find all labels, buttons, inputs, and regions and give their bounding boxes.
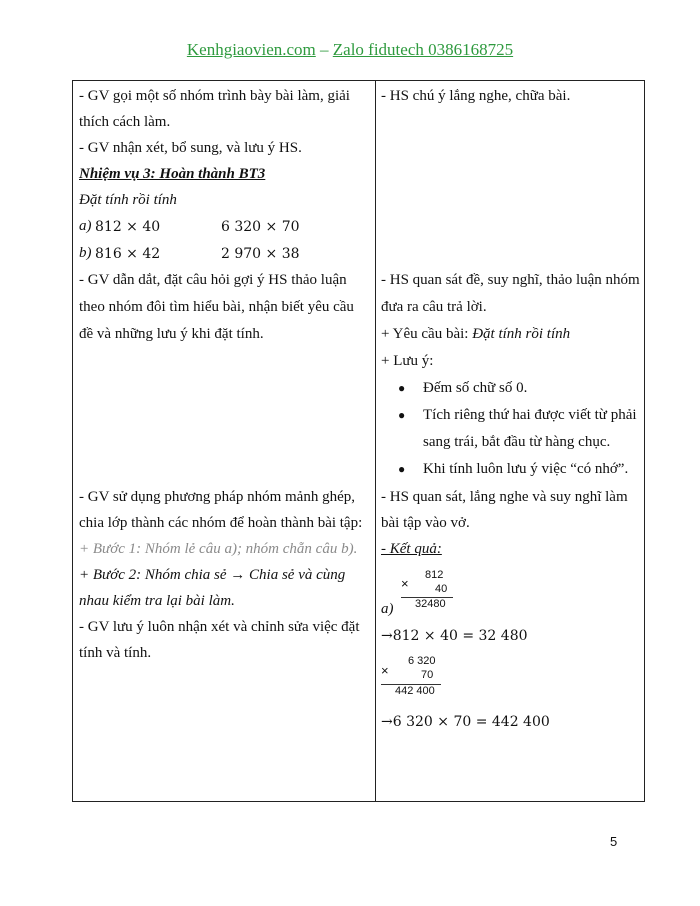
- bullet-text: sang trái, bắt đầu từ hàng chục.: [423, 434, 611, 450]
- right-line: + Lưu ý:: [381, 353, 434, 369]
- calc-a-top: 812: [425, 569, 444, 581]
- header-separator: –: [315, 40, 333, 59]
- requirement-line: [381, 325, 570, 343]
- left-line: + Bước 1: Nhóm lẻ câu a); nhóm chẵn câu b).: [79, 541, 358, 557]
- bullet-text: Khi tính luôn lưu ý việc “có nhớ”.: [423, 461, 629, 477]
- column-divider: [375, 81, 376, 801]
- bullet-icon: ●: [398, 381, 406, 395]
- bullet-text: Đếm số chữ số 0.: [423, 380, 528, 396]
- calc-a-result: 32480: [415, 598, 446, 610]
- requirement-value: Đặt tính rồi tính: [472, 326, 571, 342]
- site-link[interactable]: Kenhgiaovien.com: [186, 40, 316, 59]
- left-line: - GV sử dụng phương pháp nhóm mảnh ghép,: [79, 489, 355, 505]
- right-line: bài tập vào vở.: [381, 515, 470, 531]
- left-line: nhau kiểm tra lại bài làm.: [79, 593, 235, 609]
- equation-b: →6 320 × 70 = 442 400: [381, 714, 550, 730]
- exercise-a-2: 6 320 × 70: [221, 219, 300, 235]
- exercise-a-label: a): [79, 218, 92, 234]
- task-title: Nhiệm vụ 3: Hoàn thành BT3: [79, 166, 266, 182]
- right-line: - HS quan sát đề, suy nghĩ, thảo luận nhóm: [381, 272, 640, 288]
- task-instruction: Đặt tính rồi tính: [79, 192, 177, 208]
- right-line: - HS chú ý lắng nghe, chữa bài.: [381, 88, 571, 104]
- right-line: đưa ra câu trả lời.: [381, 299, 487, 315]
- left-line: chia lớp thành các nhóm để hoàn thành bài tập:: [79, 515, 363, 531]
- left-line: - GV nhận xét, bổ sung, và lưu ý HS.: [79, 140, 302, 156]
- contact-link[interactable]: Zalo fidutech 0386168725: [332, 40, 514, 59]
- bullet-icon: ●: [398, 462, 406, 476]
- requirement-prefix: + Yêu cầu bài:: [381, 326, 473, 342]
- left-line: - GV gọi một số nhóm trình bày bài làm, giải: [79, 88, 350, 104]
- page-header: [0, 40, 700, 60]
- calc-b-top: 6 320: [408, 655, 436, 667]
- left-line: đề và những lưu ý khi đặt tính.: [79, 326, 264, 342]
- calculation-b: [381, 655, 461, 701]
- result-label: - Kết quả:: [381, 541, 442, 557]
- calculation-a: [381, 567, 461, 617]
- left-line: - GV lưu ý luôn nhận xét và chỉnh sửa việc đặt: [79, 619, 360, 635]
- exercise-b-2: 2 970 × 38: [221, 246, 300, 262]
- right-line: - HS quan sát, lắng nghe và suy nghĩ làm: [381, 489, 628, 505]
- multiply-sign: ×: [401, 576, 409, 591]
- exercise-b-label: b): [79, 245, 92, 261]
- calc-b-result: 442 400: [395, 685, 435, 697]
- equation-a: →812 × 40 = 32 480: [381, 628, 528, 644]
- bullet-icon: ●: [398, 408, 406, 422]
- calc-a-label: a): [381, 601, 394, 617]
- exercise-a-1: 812 × 40: [95, 219, 161, 235]
- left-line: thích cách làm.: [79, 114, 171, 130]
- calc-b-bottom: 70: [421, 669, 434, 681]
- left-line: theo nhóm đôi tìm hiểu bài, nhận biết yêu cầu: [79, 299, 354, 315]
- bullet-text: Tích riêng thứ hai được viết từ phải: [423, 407, 637, 423]
- lesson-table: [72, 80, 645, 802]
- multiply-sign: ×: [381, 663, 389, 678]
- left-line: tính và tính.: [79, 645, 152, 661]
- left-line: - GV dẫn dắt, đặt câu hỏi gợi ý HS thảo luận: [79, 272, 347, 288]
- left-line: + Bước 2: Nhóm chia sẻ → Chia sẻ và cùng: [79, 567, 346, 583]
- page-number: 5: [610, 834, 618, 849]
- exercise-b-1: 816 × 42: [95, 246, 161, 262]
- calc-a-bottom: 40: [435, 583, 448, 595]
